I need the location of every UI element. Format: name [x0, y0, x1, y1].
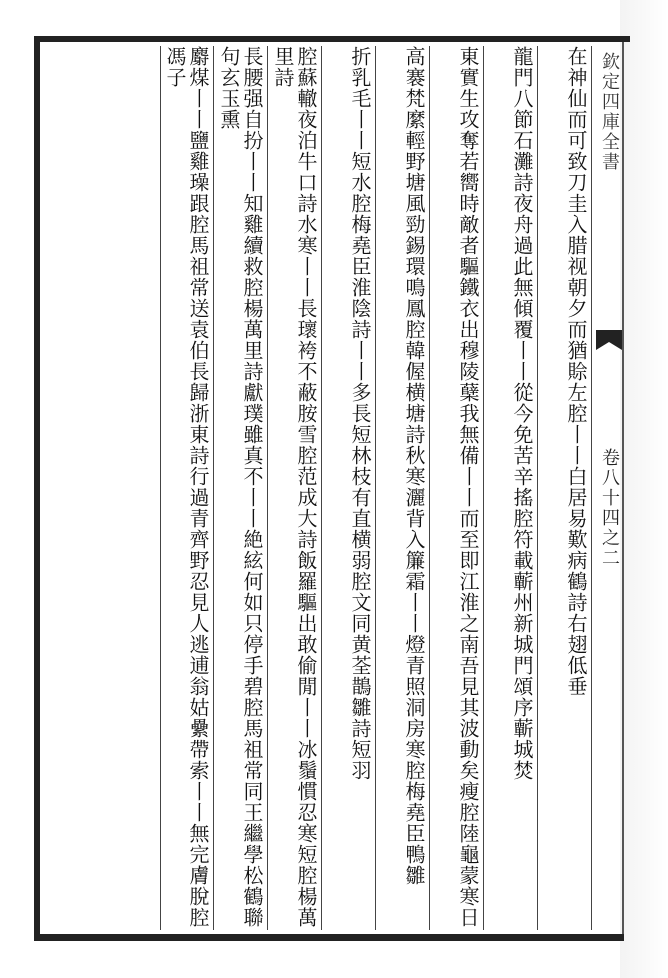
- text-column-7: [214, 46, 268, 930]
- column-text: 麝煤丨丨鹽雞璪跟腔馬祖常送袁伯長歸浙東詩行過青齊野忍見人逃逋翁姑纍帶索丨丨無完膚脫腔馮子: [163, 46, 210, 928]
- text-column-4: [376, 46, 430, 930]
- column-text: 高褰梵縻輕野塘風勁錫環鳴鳳腔韓偓横塘詩秋寒灑背入簾霜丨丨燈青照洞房寒腔梅堯臣鴨雛: [402, 46, 426, 886]
- chapter-label: 卷八十四之二: [599, 448, 620, 568]
- fish-tail-mark-icon: [596, 330, 622, 350]
- column-text: 在神仙而可致刀圭入腊视朝夕而猶賒左腔丨丨白居易歎病鶴詩右翅低垂: [564, 46, 588, 697]
- column-text: 龍門八節石灘詩夜舟過此無傾覆丨丨從今免苦辛搖腔符載蘄州新城門頌序蘄城焚: [510, 46, 534, 781]
- column-text: 長腰强自扮丨丨知雞續救腔楊萬里詩獻璞雖真不丨丨絶絃何如只停手碧腔馬祖常同王繼學松鶴聯句玄玉熏: [217, 46, 264, 928]
- text-column-8: [160, 46, 214, 930]
- column-text: 東實生攻奪若嚮時敵者驅鐵衣出穆陵蘖我無備丨丨而至即江淮之南吾見其波動矣瘦腔陸龜蒙寒日: [456, 46, 480, 928]
- text-column-6: [268, 46, 322, 930]
- column-text: 腔蘇轍夜泊牛口詩水寒丨丨長瓌袴不蔽胺雪腔范成大詩飯羅驅出敢偷閒丨丨冰鬚慣忍寒短腔楊萬里詩: [271, 46, 318, 928]
- page-fold-line: [622, 40, 624, 940]
- margin-strip: [596, 42, 622, 934]
- text-column-1: [538, 46, 592, 930]
- column-text: 折乳毛丨丨短水腔梅堯臣淮陰詩丨丨多長短林枝有直横弱腔文同黄荃鵲雛詩短羽: [348, 46, 372, 781]
- text-column-5: [322, 46, 376, 930]
- frame-left-border: [34, 36, 40, 941]
- frame-top-border: [34, 36, 630, 42]
- text-column-3: [430, 46, 484, 930]
- book-title: 欽定四庫全書: [599, 52, 620, 172]
- text-block: [44, 46, 592, 930]
- text-column-2: [484, 46, 538, 930]
- page-edge: [620, 0, 668, 978]
- frame-bottom-border: [34, 934, 624, 941]
